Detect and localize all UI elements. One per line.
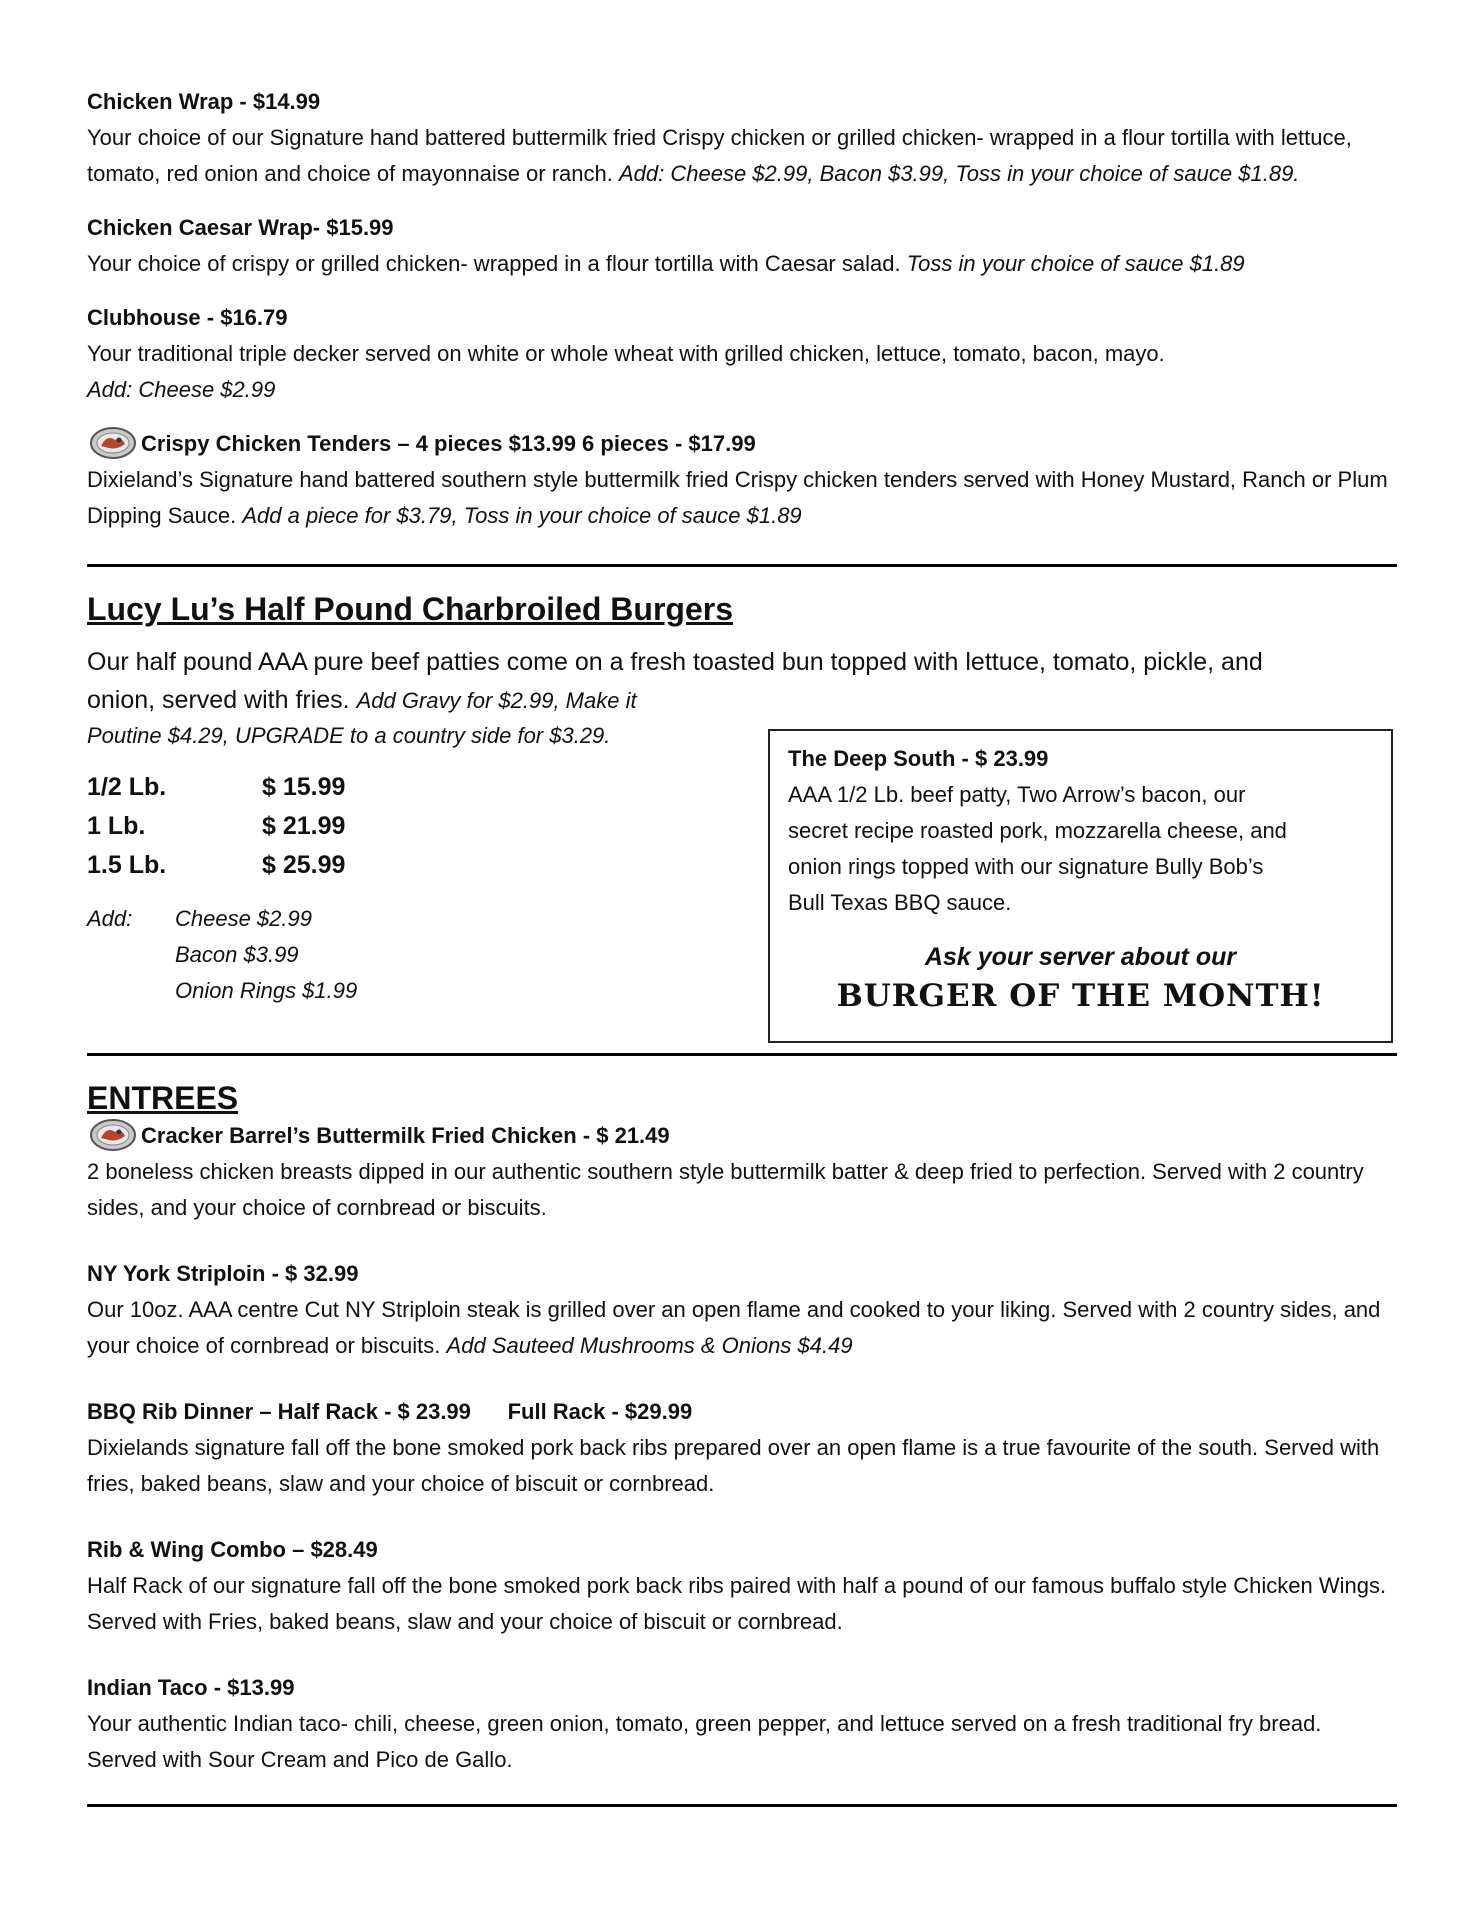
menu-item-striploin (87, 1256, 1397, 1364)
item-desc: Your choice of crispy or grilled chicken- wrapped in a flour tortilla with Caesar salad. (87, 251, 901, 276)
item-title: Crispy Chicken Tenders – 4 pieces $13.99 6 pieces - $17.99 (141, 431, 756, 456)
burgers-addons: Poutine $4.29, UPGRADE to a country side for $3.29. (87, 723, 611, 749)
size-price: $ 15.99 (262, 773, 346, 802)
featured-burger-desc-line: Bull Texas BBQ sauce. (788, 890, 1012, 916)
entrees-section (87, 1078, 1397, 1778)
featured-burger-desc-line: AAA 1/2 Lb. beef patty, Two Arrow’s bacon, our (788, 782, 1246, 808)
section-divider (87, 1804, 1397, 1807)
section-title-burgers: Lucy Lu’s Half Pound Charbroiled Burgers (87, 591, 733, 628)
menu-item-chicken-tenders (87, 426, 1397, 534)
menu-item-chicken-wrap (87, 84, 1397, 192)
item-addons: Add a piece for $3.79, Toss in your choice of sauce $1.89 (242, 503, 802, 529)
menu-item-chicken-caesar-wrap (87, 210, 1397, 282)
section-title-entrees: ENTREES (87, 1080, 239, 1117)
addon-item: Onion Rings $1.99 (175, 978, 358, 1004)
item-desc: Our 10oz. AAA centre Cut NY Striploin steak is grilled over an open flame and cooked to your liking. Served with 2 country sides, and your choice of cornbread or biscuits. (87, 1297, 1381, 1359)
size-label: 1.5 Lb. (87, 851, 167, 880)
menu-page (87, 84, 1397, 1807)
burgers-section (87, 589, 1397, 1029)
item-title: Chicken Wrap - $14.99 (87, 89, 321, 114)
section-divider (87, 1053, 1397, 1056)
signature-logo-icon (89, 1118, 137, 1152)
burgers-intro-line: Our half pound AAA pure beef patties come on a fresh toasted bun topped with lettuce, tomato, pickle, and (87, 648, 1263, 677)
featured-burger-box (768, 729, 1393, 1043)
item-desc: Your authentic Indian taco- chili, cheese, green onion, tomato, green pepper, and lettuce served on a fresh traditional fry bread. Served with Sour Cream and Pico de Gallo. (87, 1711, 1322, 1773)
size-price: $ 21.99 (262, 812, 346, 841)
burgers-addons: Add Gravy for $2.99, Make it (356, 688, 637, 714)
item-title: Rib & Wing Combo – $28.49 (87, 1537, 378, 1563)
featured-burger-desc-line: secret recipe roasted pork, mozzarella cheese, and (788, 818, 1287, 844)
addon-item: Cheese $2.99 (175, 906, 312, 932)
featured-burger-desc-line: onion rings topped with our signature Bully Bob’s (788, 854, 1264, 880)
featured-burger-title: The Deep South - $ 23.99 (788, 746, 1049, 772)
item-desc: 2 boneless chicken breasts dipped in our authentic southern style buttermilk batter & deep fried to perfection. Served with 2 country sides, and your choice of cornbread or biscuits. (87, 1159, 1364, 1221)
ask-server-text: Ask your server about our (924, 943, 1237, 972)
item-desc: Dixielands signature fall off the bone smoked pork back ribs prepared over an open flame is a true favourite of the south. Served with fries, baked beans, slaw and your choice of biscuit or cornbread. (87, 1435, 1380, 1497)
size-price: $ 25.99 (262, 851, 346, 880)
menu-item-rib-wing-combo (87, 1532, 1397, 1640)
item-title: Cracker Barrel’s Buttermilk Fried Chicken - $ 21.49 (141, 1123, 670, 1149)
addons-label: Add: (87, 906, 133, 932)
item-title: Chicken Caesar Wrap- $15.99 (87, 215, 394, 240)
signature-logo-icon (89, 426, 137, 460)
item-addons: Add: Cheese $2.99 (87, 377, 276, 402)
menu-item-indian-taco (87, 1670, 1397, 1778)
item-title: NY York Striploin - $ 32.99 (87, 1261, 359, 1287)
item-title: Indian Taco - $13.99 (87, 1675, 295, 1701)
addon-item: Bacon $3.99 (175, 942, 299, 968)
item-title: BBQ Rib Dinner – Half Rack - $ 23.99 Full Rack - $29.99 (87, 1399, 693, 1425)
size-label: 1/2 Lb. (87, 773, 167, 802)
menu-item-clubhouse (87, 300, 1397, 408)
size-label: 1 Lb. (87, 812, 146, 841)
item-desc: Your choice of our Signature hand battered buttermilk fried Crispy chicken or grilled chicken- wrapped in a flour tortilla with lettuce, tomato, red onion and choice of mayonnaise or ranch. (87, 125, 1352, 186)
item-desc: Your traditional triple decker served on white or whole wheat with grilled chicken, lettuce, tomato, bacon, mayo. (87, 341, 1165, 366)
menu-item-fried-chicken (87, 1118, 1397, 1226)
item-desc: Half Rack of our signature fall off the bone smoked pork back ribs paired with half a pound of our famous buffalo style Chicken Wings. Served with Fries, baked beans, slaw and your choice of biscuit or cornbread. (87, 1573, 1387, 1635)
item-desc: Dixieland’s Signature hand battered southern style buttermilk fried Crispy chicken tenders served with Honey Mustard, Ranch or Plum Dipping Sauce. (87, 467, 1388, 529)
burgers-intro-line: onion, served with fries. (87, 686, 350, 715)
item-addons: Add Sauteed Mushrooms & Onions $4.49 (446, 1333, 853, 1359)
menu-item-bbq-rib-dinner (87, 1394, 1397, 1502)
burger-of-the-month: BURGER OF THE MONTH! (836, 978, 1325, 1015)
item-title: Clubhouse - $16.79 (87, 305, 288, 330)
item-addons: Toss in your choice of sauce $1.89 (906, 251, 1245, 276)
section-divider (87, 564, 1397, 567)
item-addons: Add: Cheese $2.99, Bacon $3.99, Toss in your choice of sauce $1.89. (619, 161, 1300, 186)
